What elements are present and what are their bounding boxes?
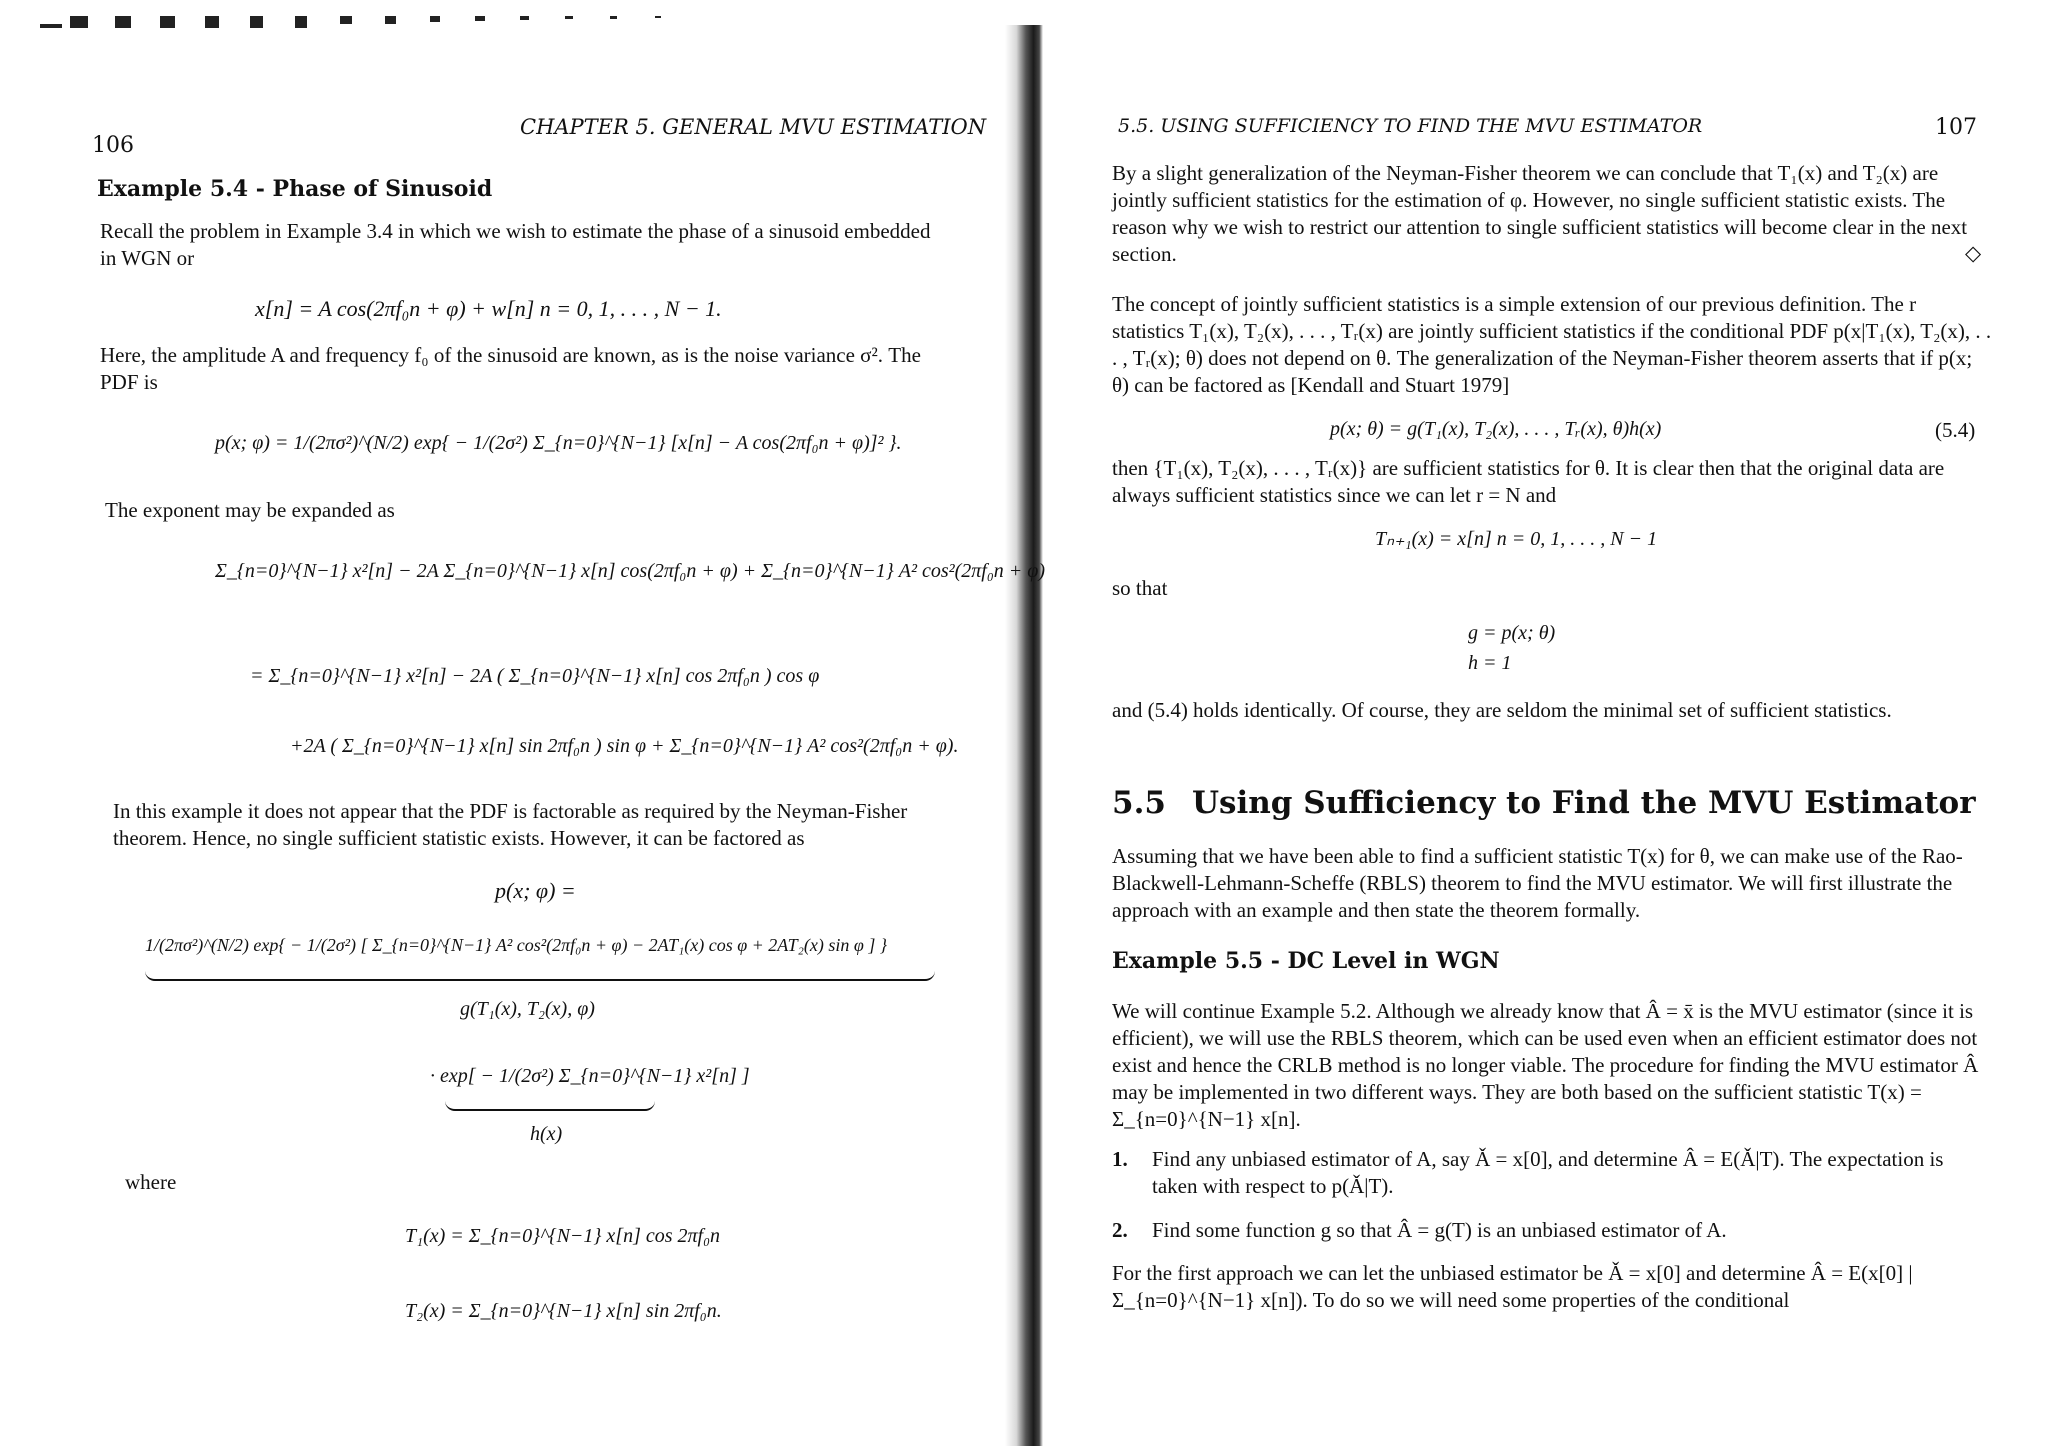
equation-t-n-plus-1: Tₙ₊₁(x) = x[n] n = 0, 1, . . . , N − 1: [1375, 528, 1658, 550]
label-h-function: h(x): [530, 1123, 563, 1145]
equation-g-equals: g = p(x; θ): [1468, 622, 1556, 644]
right-page: [1040, 0, 2048, 1446]
equation-expansion-line-3: +2A ( Σ_{n=0}^{N−1} x[n] sin 2πf₀n ) sin φ + Σ_{n=0}^{N−1} A² cos²(2πf₀n + φ).: [290, 735, 959, 757]
right-para-2: The concept of jointly sufficient statistics is a simple extension of our previous definition. The r statistics T₁(x), T₂(x), . . . , Tᵣ(x) are jointly sufficient statistics if the conditional PDF p(x|T₁(x), T₂(x), . . . , Tᵣ(x); θ) does not depend on θ. The generalization of the Neyman-Fisher theorem asserts that if p(x; θ) can be factored as [Kendall and Stuart 1979]: [1112, 292, 1992, 397]
right-para-3: then {T₁(x), T₂(x), . . . , Tᵣ(x)} are sufficient statistics for θ. It is clear then that the original data are always sufficient statistics since we can let r = N and: [1112, 456, 1945, 507]
so-that-label: so that: [1112, 576, 1168, 600]
equation-factorization-g: 1/(2πσ²)^(N/2) exp{ − 1/(2σ²) [ Σ_{n=0}^{N−1} A² cos²(2πf₀n + φ) − 2AT₁(x) cos φ + 2AT₂(x) sin φ ] }: [145, 935, 888, 955]
list-item-1: Find any unbiased estimator of A, say Ǎ = x[0], and determine Â = E(Ǎ|T). The expectation is taken with respect to p(Ǎ|T).: [1152, 1147, 1944, 1198]
equation-t1: T₁(x) = Σ_{n=0}^{N−1} x[n] cos 2πf₀n: [405, 1225, 721, 1247]
equation-expansion-line-2: = Σ_{n=0}^{N−1} x²[n] − 2A ( Σ_{n=0}^{N−1} x[n] cos 2πf₀n ) cos φ: [250, 665, 820, 687]
left-para-2: Here, the amplitude A and frequency f₀ of the sinusoid are known, as is the noise variance σ². The PDF is: [100, 343, 921, 394]
equation-signal-model: x[n] = A cos(2πf₀n + φ) + w[n] n = 0, 1, . . . , N − 1.: [255, 296, 722, 321]
right-page-number: 107: [1935, 115, 1977, 140]
equation-t2: T₂(x) = Σ_{n=0}^{N−1} x[n] sin 2πf₀n.: [405, 1300, 722, 1322]
example-5-5-title: Example 5.5 - DC Level in WGN: [1112, 948, 1500, 974]
list-item-2: Find some function g so that Â = g(T) is an unbiased estimator of A.: [1152, 1218, 1727, 1242]
book-spine-shadow: [1005, 25, 1043, 1446]
underbrace-h: [445, 1095, 655, 1111]
right-para-1: By a slight generalization of the Neyman-Fisher theorem we can conclude that T₁(x) and T₂(x) are jointly sufficient statistics for the estimation of φ. However, no single sufficient statistic exists. The reason why we wish to restrict our attention to single sufficient statistics will become clear in the next section.: [1112, 161, 1968, 266]
where-label: where: [125, 1170, 177, 1194]
left-running-head: CHAPTER 5. GENERAL MVU ESTIMATION: [520, 115, 987, 139]
underbrace-g: [145, 965, 935, 981]
equation-pdf: p(x; φ) = 1/(2πσ²)^(N/2) exp{ − 1/(2σ²) Σ_{n=0}^{N−1} [x[n] − A cos(2πf₀n + φ)]² }.: [215, 432, 902, 454]
right-running-head: 5.5. USING SUFFICIENCY TO FIND THE MVU ESTIMATOR: [1118, 115, 1703, 137]
left-para-1: Recall the problem in Example 3.4 in which we wish to estimate the phase of a sinusoid embedded in WGN or: [100, 219, 931, 270]
right-para-7: For the first approach we can let the unbiased estimator be Ǎ = x[0] and determine Â = E(x[0] | Σ_{n=0}^{N−1} x[n]). To do so we will need some properties of the conditional: [1112, 1261, 1913, 1312]
right-para-5: Assuming that we have been able to find a sufficient statistic T(x) for θ, we can make use of the Rao-Blackwell-Lehmann-Scheffe (RBLS) theorem to find the MVU estimator. We will first illustrate the approach with an example and then state the theorem formally.: [1112, 844, 1963, 922]
equation-5-4-number: (5.4): [1935, 418, 1976, 442]
list-item-1-number: 1.: [1112, 1147, 1128, 1171]
label-g-function: g(T₁(x), T₂(x), φ): [460, 998, 595, 1020]
equation-exponent-expansion: Σ_{n=0}^{N−1} x²[n] − 2A Σ_{n=0}^{N−1} x[n] cos(2πf₀n + φ) + Σ_{n=0}^{N−1} A² cos²(2πf₀n + φ): [215, 560, 1046, 582]
equation-factorization-lhs: p(x; φ) =: [495, 878, 576, 903]
equation-5-4: p(x; θ) = g(T₁(x), T₂(x), . . . , Tᵣ(x), θ)h(x): [1330, 418, 1662, 440]
equation-h-equals: h = 1: [1468, 652, 1512, 674]
left-para-3: The exponent may be expanded as: [105, 498, 395, 522]
right-para-4: and (5.4) holds identically. Of course, they are seldom the minimal set of sufficient statistics.: [1112, 698, 1892, 722]
left-page-number: 106: [92, 133, 134, 158]
left-para-4: In this example it does not appear that the PDF is factorable as required by the Neyman-Fisher theorem. Hence, no single sufficient statistic exists. However, it can be factored as: [113, 799, 908, 850]
equation-factorization-h: · exp[ − 1/(2σ²) Σ_{n=0}^{N−1} x²[n] ]: [430, 1065, 750, 1087]
example-end-marker: ◇: [1965, 241, 1982, 265]
section-number: 5.5: [1112, 785, 1166, 821]
example-5-4-title: Example 5.4 - Phase of Sinusoid: [97, 176, 493, 202]
right-para-6: We will continue Example 5.2. Although we already know that Â = x̄ is the MVU estimator (since it is efficient), we will use the RBLS theorem, which can be used even when an efficient estimator does not exist and hence the CRLB method is no longer viable. The procedure for finding the MVU estimator Â may be implemented in two different ways. They are both based on the sufficient statistic T(x) = Σ_{n=0}^{N−1} x[n].: [1112, 999, 1979, 1131]
list-item-2-number: 2.: [1112, 1218, 1128, 1242]
section-title: Using Sufficiency to Find the MVU Estimator: [1192, 785, 1976, 821]
